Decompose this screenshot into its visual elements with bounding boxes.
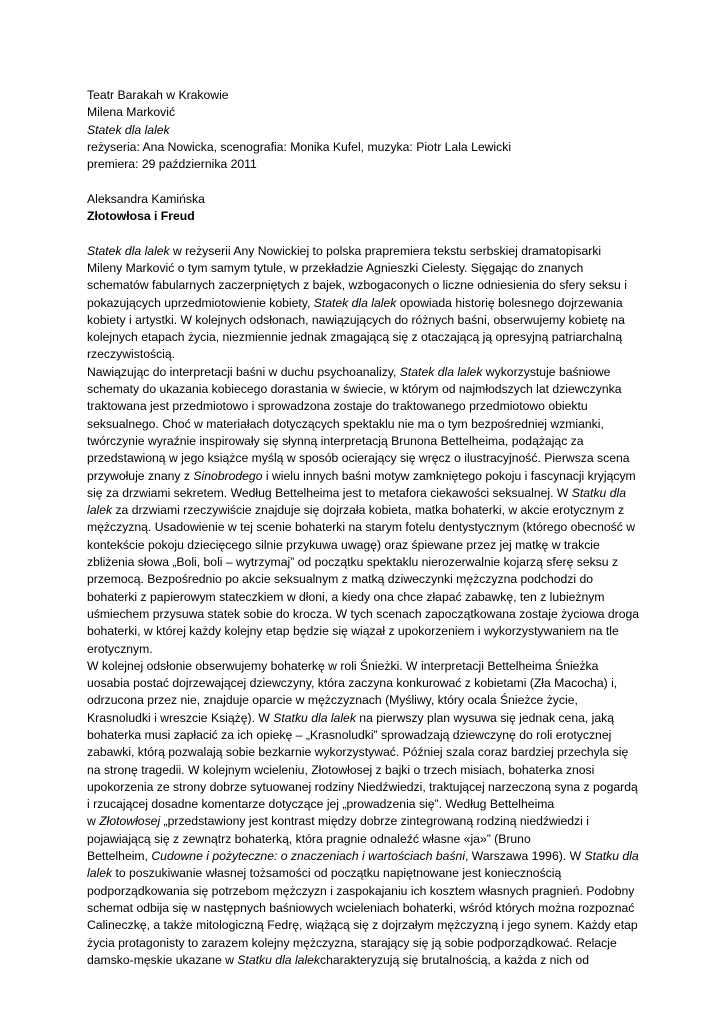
body-text: erotycznym. [87, 641, 153, 656]
body-line [87, 762, 652, 779]
body-line [87, 485, 652, 502]
body-text: w reżyserii Any Nowickiej to polska prapremiera tekstu serbskiej dramatopisarki [169, 243, 602, 258]
body-line [87, 848, 652, 865]
body-line [87, 398, 652, 415]
body-line [87, 779, 652, 796]
body-text: Nawiązując do interpretacji baśni w duchu psychoanalizy, [87, 364, 400, 379]
body-text: za drzwiami rzeczywiście znajduje się dojrzała kobieta, matka bohaterki, w akcie erotycznym z [112, 503, 625, 518]
italic-text: Statku dla [571, 485, 626, 500]
body-line [87, 381, 652, 398]
body-text: seksualnego. Choć w materiałach dotyczących spektaklu nie ma o tym bezpośredniej wzmianki, [87, 416, 604, 431]
body-line [87, 554, 652, 571]
body-text: schemat odbija się w następnych baśniowych wcieleniach bohaterki, wśród których można rozpoznać [87, 900, 635, 915]
body-text: to poszukiwanie własnej tożsamości od początku napiętnowane jest koniecznością [112, 866, 562, 881]
spacer [87, 225, 652, 242]
body-text: , Warszawa 1996). W [465, 849, 585, 864]
body-text: upokorzenia ze strony dobrze sytuowanej rodziny Niedźwiedzi, traktującej narzeczoną syna z pogardą [87, 779, 638, 794]
italic-text: Złotowłosej [99, 814, 161, 829]
body-text: opowiada historię bolesnego dojrzewania [396, 295, 623, 310]
premiere-date: premiera: 29 października 2011 [87, 157, 257, 172]
body-line [87, 329, 652, 346]
body-line [87, 900, 652, 917]
body-line [87, 744, 652, 761]
body-text: Krasnoludki i wreszcie Książę). W [87, 710, 274, 725]
body-text: Bettelheim, [87, 849, 152, 864]
body-line [87, 346, 652, 363]
body-line [87, 606, 652, 623]
body-line [87, 658, 652, 675]
body-line [87, 450, 652, 467]
body-text: W kolejnej odsłonie obserwujemy bohaterkę w roli Śnieżki. W interpretacji Bettelheima Śnieżka [87, 658, 599, 673]
body-line [87, 416, 652, 433]
italic-text: Statek dla lalek [87, 243, 170, 258]
body-line [87, 675, 652, 692]
body-text: w [87, 814, 100, 829]
body-line [87, 710, 652, 727]
body-text: kobiety i artystki. W kolejnych odsłonach, nawiązujących do różnych baśni, obserwujemy kobietę na [87, 312, 625, 327]
body-line [87, 243, 652, 260]
body-line [87, 865, 652, 882]
body-line [87, 364, 652, 381]
body-line [87, 571, 652, 588]
body-text: uosabia postać dojrzewającej dziewczyny, która zaczyna konkurować z kobietami (Zła Macocha) i, [87, 676, 618, 691]
body-line [87, 502, 652, 519]
production-credits: reżyseria: Ana Nowicka, scenografia: Monika Kufel, muzyka: Piotr Lala Lewicki [87, 139, 512, 154]
italic-text: Statku dla [584, 849, 639, 864]
article-body [87, 243, 652, 969]
body-text: damsko-męskie ukazane w [87, 952, 238, 967]
body-line [87, 917, 652, 934]
body-line [87, 623, 652, 640]
body-text: mężczyzną. Usadowienie w tej scenie bohaterki na starym fotelu dentystycznym (którego obecność w [87, 520, 636, 535]
body-text: przemocą. Bezpośrednio po akcie seksualnym z matką dziweczynki mężczyzna podchodzi do [87, 572, 594, 587]
spacer [87, 173, 652, 190]
body-line [87, 468, 652, 485]
body-text: zbliżenia słowa „Boli, boli – wytrzymaj” od początku spektaklu nierozerwalnie kojarzą sferę seksu z [87, 555, 619, 570]
body-line [87, 935, 652, 952]
body-line [87, 537, 652, 554]
body-text: bohaterki, w której każdy kolejny etap będzie się wiązał z upokorzeniem i wykorzystywaniem na tle [87, 624, 619, 639]
italic-text: Statku dla lalek [273, 710, 356, 725]
body-line [87, 312, 652, 329]
body-line [87, 727, 652, 744]
italic-text: Statek dla lalek [399, 364, 483, 379]
play-title: Statek dla lalek [87, 122, 170, 137]
italic-text: lalek [87, 503, 113, 518]
body-text: rzeczywistością. [87, 347, 176, 362]
body-text: pokazujących uprzedmiotowienie kobiety, [87, 295, 314, 310]
body-text: Mileny Marković o tym samym tytule, w przekładzie Agnieszki Cielesty. Sięgając do znanych [87, 260, 584, 275]
body-line [87, 692, 652, 709]
body-line [87, 433, 652, 450]
italic-text: lalek [87, 866, 113, 881]
body-text: na stronę tragedii. W kolejnym wcieleniu, Złotowłosej z bajki o trzech misiach, bohaterka znosi [87, 762, 595, 777]
body-text: wykorzystuje baśniowe [482, 364, 611, 379]
body-line [87, 952, 652, 969]
body-line [87, 589, 652, 606]
italic-text: Cudowne i pożyteczne: o znaczeniach i wartościach baśni [151, 849, 466, 864]
body-text: Calineczkę, a także mitologiczną Fedrę, wiążącą się z dojrzałym mężczyzną i jego synem. Każdy etap [87, 918, 638, 933]
body-text: schematów fabularnych zaczerpniętych z bajek, wzbogaconych o liczne odniesienia do sfery seksu i [87, 278, 627, 293]
body-text: i wielu innych baśni motyw zamkniętego pokoju i fascynacji kryjącym [262, 468, 636, 483]
body-text: traktowana jest przedmiotowo i sprowadzona zostaje do traktowanego przedmiotowo obiektu [87, 399, 588, 414]
body-text: życia protagonisty to zarazem kolejny mężczyzna, starający się ją sobie podporządkować. Relacje [87, 935, 617, 950]
body-text: twórczynie wyraźnie inspirowały się słynną interpretacją Brunona Bettelheima, podążając za [87, 433, 584, 448]
body-text: bohaterki z papierowym stateczkiem w dłoni, a kiedy ona chce złapać zabawkę, ten z lubieżnym [87, 589, 605, 604]
body-text: odrzucona przez nie, znajduje oparcie w mężczyznach (Myśliwy, który ocala Śnieżce życie, [87, 693, 578, 708]
body-text: się za drzwiami sekretem. Według Bettelheima jest to metafora ciekawości seksualnej. W [87, 485, 572, 500]
body-text: schematy do ukazania kobiecego dorastania w świecie, w którym od najmłodszych lat dziewczynka [87, 382, 622, 397]
body-line [87, 260, 652, 277]
body-text: na pierwszy plan wysuwa się jednak cena, jaką [355, 710, 615, 725]
theater-name: Teatr Barakah w Krakowie [87, 88, 229, 102]
body-line [87, 883, 652, 900]
body-line [87, 277, 652, 294]
body-text: przywołuje znany z [87, 468, 194, 483]
body-text: kolejnych etapach życia, niezmiennie jednak zmagającą się z otaczającą ją opresyjną patriarchalną [87, 330, 623, 345]
article-byline: Aleksandra Kamińska [87, 191, 205, 206]
body-text: podporządkowania się potrzebom mężczyzn i zaspokajaniu ich kosztem własnych pragnień. Podobny [87, 883, 635, 898]
body-text: przedstawioną w jego książce myślą w sposób ocierający się wręcz o ilustracyjność. Pierwsza scena [87, 451, 630, 466]
body-line [87, 813, 652, 830]
body-line [87, 519, 652, 536]
body-line [87, 641, 652, 658]
body-text: zabawki, którą pozwalają sobie bezkarnie wykorzystywać. Później szala coraz bardziej przechyla się [87, 745, 629, 760]
body-text: charakteryzują się brutalnością, a każda z nich od [320, 952, 589, 967]
body-text: bohaterka musi zapłacić za ich opiekę – „Krasnoludki” sprowadzają dziewczynę do roli erotycznej [87, 727, 612, 742]
article-title: Złotowłosa i Freud [87, 209, 195, 224]
body-line [87, 796, 652, 813]
italic-text: Statku dla lalek [237, 952, 321, 967]
body-text: pojawiającą się z zewnątrz bohaterką, która pragnie odnaleźć własne «ja»” (Bruno [87, 831, 531, 846]
italic-text: Sinobrodego [193, 468, 263, 483]
body-line [87, 831, 652, 848]
italic-text: Statek dla lalek [313, 295, 397, 310]
playwright-name: Milena Marković [87, 105, 176, 120]
body-line [87, 295, 652, 312]
document-content [87, 87, 652, 969]
body-text: „przedstawiony jest kontrast między dobrze zintegrowaną rodziną niedźwiedzi i [160, 814, 589, 829]
body-text: i rzucającej dosadne komentarze dotyczące jej „prowadzenia się”. Według Bettelheima [87, 797, 555, 812]
body-text: uśmiechem przysuwa statek sobie do krocza. W tych scenach zapoczątkowana zostaje życiowa droga [87, 606, 640, 621]
body-text: kontekście pokoju dziecięcego silnie przykuwa uwagę) oraz śpiewane przez jej matkę w trakcie [87, 537, 600, 552]
